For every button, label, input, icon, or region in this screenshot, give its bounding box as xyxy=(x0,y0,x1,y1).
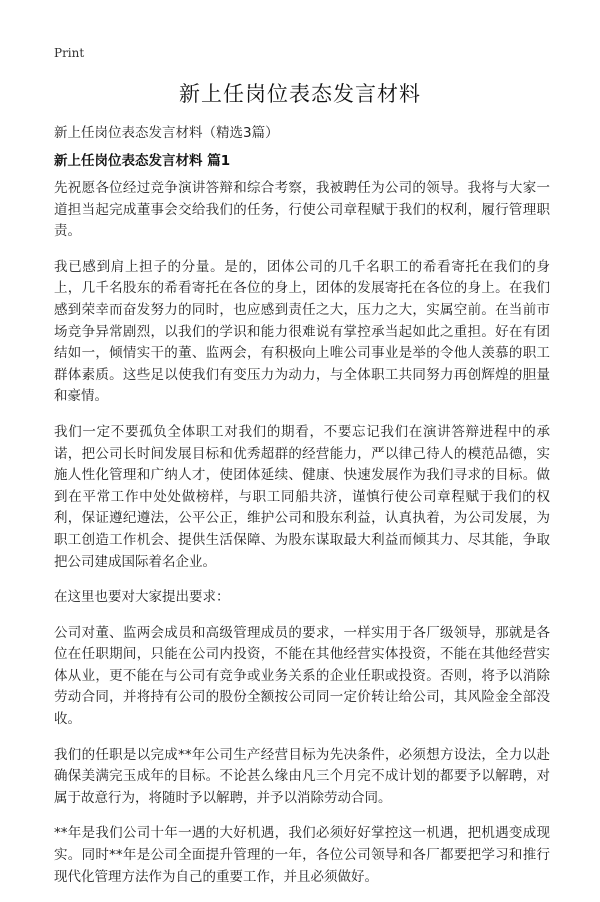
paragraph: 我们一定不要孤负全体职工对我们的期看，不要忘记我们在演讲答辩进程中的承诺，把公司长时间发展目标和优秀超群的经营能力，严以律己待人的模范品德，实施人性化管理和广纳人才，使团体延续、健康、快速发展作为我们寻求的目标。做到在平常工作中处处做榜样，与职工同船共济，谨慎行使公司章程赋于我们的权利，保证遵纪遵法，公平公正，维护公司和股东利益，认真执着，为公司发展，为职工创造工作机会、提供生活保障、为股东谋取最大利益而倾其力、尽其能，争取把公司建成国际着名企业。 xyxy=(54,423,550,570)
paragraph: 我们的任职是以完成**年公司生产经营目标为先决条件，必须想方设法，全力以赴确保美满完玉成年的目标。不论甚么缘由凡三个月完不成计划的都要予以解聘，对属于故意行为，将随时予以解聘，并予以消除劳动合同。 xyxy=(54,746,550,806)
document-body xyxy=(54,178,550,902)
paragraph: 公司对董、监两会成员和高级管理成员的要求，一样实用于各厂级领导，那就是各位在任职期间，只能在公司内投资，不能在其他经营实体投资，不能在其他经营实体从业，更不能在与公司有竞争或业务关系的企业任职或投资。否则，将予以消除劳动合同，并将持有公司的股份全额按公司同一定价转让给公司，其风险金全部没收。 xyxy=(54,624,550,728)
paragraph: **年是我们公司十年一遇的大好机遇，我们必须好好掌控这一机遇，把机遇变成现实。同时**年是公司全面提升管理的一年，各位公司领导和各厂都要把学习和推行现代化管理方法作为自己的重要工作，并且必须做好。 xyxy=(54,825,550,885)
paragraph: 先祝愿各位经过竞争演讲答辩和综合考察，我被聘任为公司的领导。我将与大家一道担当起完成董事会交给我们的任务，行使公司章程赋于我们的权利，履行管理职责。 xyxy=(54,180,550,240)
document-subtitle: 新上任岗位表态发言材料（精选3篇） xyxy=(54,125,279,141)
document-title: 新上任岗位表态发言材料 xyxy=(179,82,421,106)
paragraph: 我已感到肩上担子的分量。是的，团体公司的几千名职工的希看寄托在我们的身上，几千名股东的希看寄托在各位的身上，团体的发展寄托在各位的身上。在我们感到荣幸而奋发努力的同时，也应感到责任之大，压力之大，实属空前。在当前市场竞争异常剧烈，以我们的学识和能力很难说有掌控承当起如此之重担。好在有团结如一，倾情实干的董、监两会，有积极向上唯公司事业是举的令他人羡慕的职工群体素质。这些足以使我们有变压力为动力，与全体职工共同努力再创辉煌的胆量和豪情。 xyxy=(54,258,550,405)
section-heading: 新上任岗位表态发言材料 篇1 xyxy=(54,153,231,169)
print-link[interactable]: Print xyxy=(54,46,85,60)
paragraph: 在这里也要对大家提出要求： xyxy=(54,589,230,606)
